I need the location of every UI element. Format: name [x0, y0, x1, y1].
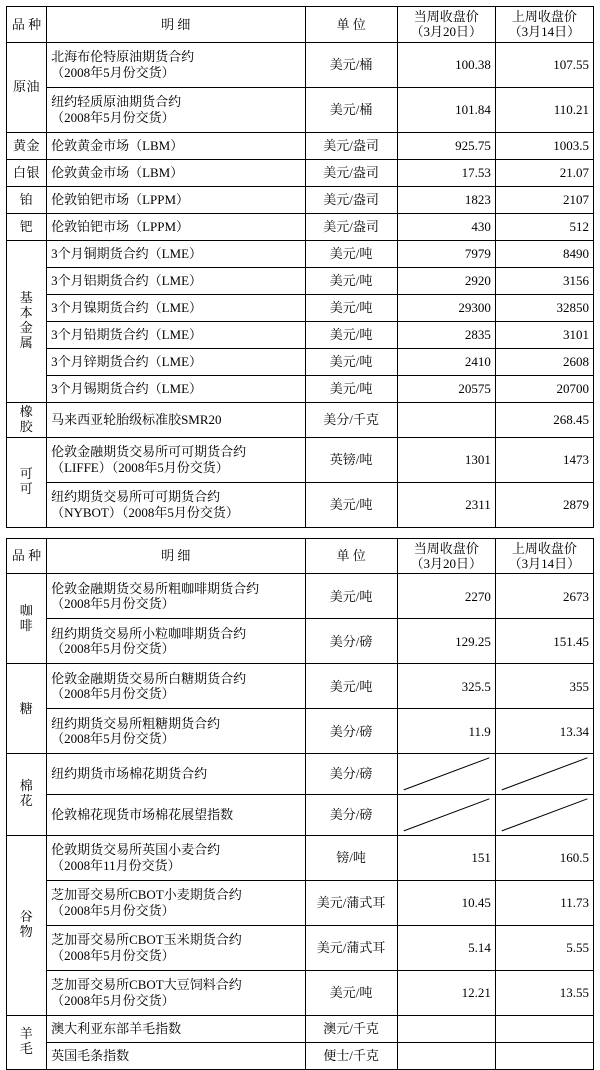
unit-cell: 美分/磅 — [305, 794, 397, 835]
table-spacer — [6, 528, 594, 538]
current-price-cell — [397, 794, 495, 835]
current-price-cell: 325.5 — [397, 664, 495, 709]
header-previous-price: 上周收盘价 （3月14日） — [495, 538, 593, 574]
commodity-table-2 — [6, 538, 594, 1070]
previous-price-cell: 3156 — [495, 267, 593, 294]
previous-price-cell: 3101 — [495, 321, 593, 348]
unit-cell: 美元/蒲式耳 — [305, 880, 397, 925]
unit-cell: 美元/吨 — [305, 574, 397, 619]
current-price-cell: 430 — [397, 213, 495, 240]
previous-price-cell — [495, 1042, 593, 1069]
kind-cell: 咖 啡 — [7, 574, 47, 664]
kind-cell: 羊 毛 — [7, 1015, 47, 1069]
header-previous-price: 上周收盘价 （3月14日） — [495, 7, 593, 43]
previous-price-cell: 20700 — [495, 375, 593, 402]
previous-price-cell: 2608 — [495, 348, 593, 375]
table-row — [7, 402, 594, 437]
unit-cell: 镑/吨 — [305, 835, 397, 880]
table-row — [7, 294, 594, 321]
table-header-row — [7, 538, 594, 574]
current-price-cell: 100.38 — [397, 42, 495, 87]
current-price-cell: 2410 — [397, 348, 495, 375]
unit-cell: 美元/吨 — [305, 267, 397, 294]
previous-price-cell: 8490 — [495, 240, 593, 267]
detail-cell: 伦敦金融期货交易所粗咖啡期货合约 （2008年5月份交货） — [47, 574, 305, 619]
current-price-cell — [397, 754, 495, 795]
current-price-cell: 12.21 — [397, 970, 495, 1015]
unit-cell: 美元/吨 — [305, 482, 397, 527]
unit-cell: 美元/盎司 — [305, 213, 397, 240]
table-row — [7, 664, 594, 709]
detail-cell: 芝加哥交易所CBOT大豆饲料合约 （2008年5月份交货） — [47, 970, 305, 1015]
current-price-cell: 2920 — [397, 267, 495, 294]
header-kind: 品 种 — [7, 7, 47, 43]
previous-price-cell — [495, 1015, 593, 1042]
detail-cell: 伦敦铂钯市场（LPPM） — [47, 213, 305, 240]
current-price-cell — [397, 402, 495, 437]
unit-cell: 美元/吨 — [305, 970, 397, 1015]
current-price-cell: 7979 — [397, 240, 495, 267]
current-price-cell: 925.75 — [397, 132, 495, 159]
table-row — [7, 619, 594, 664]
header-detail: 明 细 — [47, 538, 305, 574]
current-price-cell: 20575 — [397, 375, 495, 402]
previous-price-cell: 2673 — [495, 574, 593, 619]
previous-price-cell: 160.5 — [495, 835, 593, 880]
table-row — [7, 970, 594, 1015]
detail-cell: 伦敦黄金市场（LBM） — [47, 159, 305, 186]
detail-cell: 3个月锌期货合约（LME） — [47, 348, 305, 375]
detail-cell: 北海布伦特原油期货合约 （2008年5月份交货） — [47, 42, 305, 87]
unit-cell: 美分/磅 — [305, 619, 397, 664]
unit-cell: 英镑/吨 — [305, 437, 397, 482]
table-row — [7, 267, 594, 294]
kind-cell: 白银 — [7, 159, 47, 186]
kind-cell: 橡 胶 — [7, 402, 47, 437]
previous-price-cell: 32850 — [495, 294, 593, 321]
detail-cell: 伦敦金融期货交易所白糖期货合约 （2008年5月份交货） — [47, 664, 305, 709]
table-row — [7, 213, 594, 240]
table-row — [7, 754, 594, 795]
previous-price-cell: 5.55 — [495, 925, 593, 970]
unit-cell: 美分/千克 — [305, 402, 397, 437]
current-price-cell — [397, 1015, 495, 1042]
previous-price-cell — [495, 794, 593, 835]
detail-cell: 芝加哥交易所CBOT玉米期货合约 （2008年5月份交货） — [47, 925, 305, 970]
unit-cell: 美元/盎司 — [305, 186, 397, 213]
detail-cell: 伦敦金融期货交易所可可期货合约 （LIFFE）（2008年5月份交货） — [47, 437, 305, 482]
detail-cell: 纽约期货市场棉花期货合约 — [47, 754, 305, 795]
kind-cell: 基 本 金 属 — [7, 240, 47, 402]
unit-cell: 美分/磅 — [305, 754, 397, 795]
header-unit: 单 位 — [305, 7, 397, 43]
unit-cell: 美元/桶 — [305, 42, 397, 87]
detail-cell: 伦敦期货交易所英国小麦合约 （2008年11月份交货） — [47, 835, 305, 880]
previous-price-cell: 268.45 — [495, 402, 593, 437]
unit-cell: 美分/磅 — [305, 709, 397, 754]
kind-cell: 黄金 — [7, 132, 47, 159]
current-price-cell: 29300 — [397, 294, 495, 321]
current-price-cell: 151 — [397, 835, 495, 880]
table-row — [7, 794, 594, 835]
kind-cell: 铂 — [7, 186, 47, 213]
previous-price-cell: 151.45 — [495, 619, 593, 664]
detail-cell: 纽约期货交易所粗糖期货合约 （2008年5月份交货） — [47, 709, 305, 754]
previous-price-cell — [495, 754, 593, 795]
header-current-price: 当周收盘价 （3月20日） — [397, 538, 495, 574]
detail-cell: 3个月铅期货合约（LME） — [47, 321, 305, 348]
previous-price-cell: 13.34 — [495, 709, 593, 754]
detail-cell: 英国毛条指数 — [47, 1042, 305, 1069]
table-row — [7, 437, 594, 482]
unit-cell: 美元/桶 — [305, 87, 397, 132]
current-price-cell: 2270 — [397, 574, 495, 619]
table-row — [7, 375, 594, 402]
unit-cell: 澳元/千克 — [305, 1015, 397, 1042]
previous-price-cell: 21.07 — [495, 159, 593, 186]
table-row — [7, 159, 594, 186]
unit-cell: 美元/吨 — [305, 348, 397, 375]
kind-cell: 可 可 — [7, 437, 47, 527]
header-detail: 明 细 — [47, 7, 305, 43]
table-row — [7, 186, 594, 213]
detail-cell: 3个月铝期货合约（LME） — [47, 267, 305, 294]
unit-cell: 美元/盎司 — [305, 159, 397, 186]
table-row — [7, 574, 594, 619]
detail-cell: 芝加哥交易所CBOT小麦期货合约 （2008年5月份交货） — [47, 880, 305, 925]
detail-cell: 伦敦铂钯市场（LPPM） — [47, 186, 305, 213]
unit-cell: 美元/吨 — [305, 664, 397, 709]
table-row — [7, 87, 594, 132]
kind-cell: 钯 — [7, 213, 47, 240]
detail-cell: 3个月镍期货合约（LME） — [47, 294, 305, 321]
current-price-cell: 5.14 — [397, 925, 495, 970]
previous-price-cell: 13.55 — [495, 970, 593, 1015]
previous-price-cell: 1473 — [495, 437, 593, 482]
table-row — [7, 348, 594, 375]
kind-cell: 糖 — [7, 664, 47, 754]
unit-cell: 美元/吨 — [305, 375, 397, 402]
unit-cell: 美元/吨 — [305, 321, 397, 348]
unit-cell: 美元/盎司 — [305, 132, 397, 159]
detail-cell: 伦敦黄金市场（LBM） — [47, 132, 305, 159]
detail-cell: 纽约期货交易所可可期货合约 （NYBOT）（2008年5月份交货） — [47, 482, 305, 527]
header-unit: 单 位 — [305, 538, 397, 574]
table-row — [7, 835, 594, 880]
detail-cell: 马来西亚轮胎级标准胶SMR20 — [47, 402, 305, 437]
previous-price-cell: 11.73 — [495, 880, 593, 925]
table-row — [7, 880, 594, 925]
table-row — [7, 925, 594, 970]
previous-price-cell: 1003.5 — [495, 132, 593, 159]
current-price-cell: 2311 — [397, 482, 495, 527]
table-row — [7, 240, 594, 267]
unit-cell: 美元/吨 — [305, 294, 397, 321]
detail-cell: 纽约轻质原油期货合约 （2008年5月份交货） — [47, 87, 305, 132]
detail-cell: 伦敦棉花现货市场棉花展望指数 — [47, 794, 305, 835]
table-header-row — [7, 7, 594, 43]
current-price-cell: 11.9 — [397, 709, 495, 754]
table-row — [7, 709, 594, 754]
current-price-cell: 101.84 — [397, 87, 495, 132]
current-price-cell — [397, 1042, 495, 1069]
table-row — [7, 1015, 594, 1042]
current-price-cell: 17.53 — [397, 159, 495, 186]
current-price-cell: 129.25 — [397, 619, 495, 664]
kind-cell: 原油 — [7, 42, 47, 132]
unit-cell: 美元/蒲式耳 — [305, 925, 397, 970]
previous-price-cell: 2879 — [495, 482, 593, 527]
detail-cell: 纽约期货交易所小粒咖啡期货合约 （2008年5月份交货） — [47, 619, 305, 664]
detail-cell: 澳大利亚东部羊毛指数 — [47, 1015, 305, 1042]
previous-price-cell: 2107 — [495, 186, 593, 213]
current-price-cell: 1301 — [397, 437, 495, 482]
table-row — [7, 42, 594, 87]
table-row — [7, 132, 594, 159]
detail-cell: 3个月铜期货合约（LME） — [47, 240, 305, 267]
kind-cell: 棉 花 — [7, 754, 47, 835]
unit-cell: 便士/千克 — [305, 1042, 397, 1069]
previous-price-cell: 512 — [495, 213, 593, 240]
header-current-price: 当周收盘价 （3月20日） — [397, 7, 495, 43]
kind-cell: 谷 物 — [7, 835, 47, 1015]
header-kind: 品 种 — [7, 538, 47, 574]
detail-cell: 3个月锡期货合约（LME） — [47, 375, 305, 402]
current-price-cell: 2835 — [397, 321, 495, 348]
commodity-table-1 — [6, 6, 594, 528]
previous-price-cell: 110.21 — [495, 87, 593, 132]
table-row — [7, 1042, 594, 1069]
previous-price-cell: 107.55 — [495, 42, 593, 87]
table-row — [7, 321, 594, 348]
unit-cell: 美元/吨 — [305, 240, 397, 267]
current-price-cell: 10.45 — [397, 880, 495, 925]
previous-price-cell: 355 — [495, 664, 593, 709]
table-row — [7, 482, 594, 527]
current-price-cell: 1823 — [397, 186, 495, 213]
